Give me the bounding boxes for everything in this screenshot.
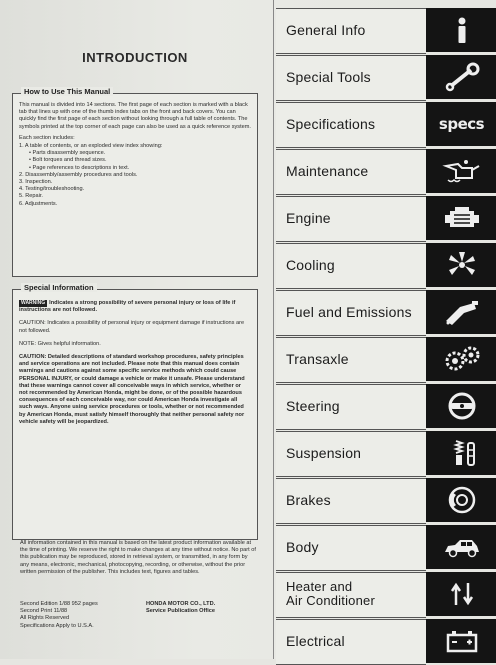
- include-item-2: 2. Disassembly/assembly procedures and tools.: [19, 171, 138, 178]
- tab-label: Special Tools: [286, 69, 371, 85]
- publisher-info: [146, 601, 256, 615]
- tab-body[interactable]: [276, 525, 496, 569]
- special-information-box: [12, 283, 258, 540]
- tab-label: Engine: [286, 210, 331, 226]
- special-information-heading: Special Information: [21, 283, 97, 292]
- tab-transaxle[interactable]: [276, 337, 496, 381]
- heat-cool-arrows-icon: [426, 572, 496, 616]
- tab-label: Cooling: [286, 257, 335, 273]
- warning-paragraph: [19, 300, 251, 314]
- tab-electrical[interactable]: [276, 619, 496, 663]
- tab-label: Specifications: [286, 116, 376, 132]
- tab-label: Electrical: [286, 633, 345, 649]
- tab-steering[interactable]: [276, 384, 496, 428]
- tab-label: [286, 572, 426, 616]
- info-icon: [426, 8, 496, 52]
- copyright-notice: All information contained in this manual is based on the latest product information available at the time of printing. We reserve the right to make changes at any time without notice. No part of this publication may be reproduced, stored in retrieval system, or transmitted, in any form by any means, electronic, mechanical, photocopying, recording, or otherwise, without the prior written permission of the publisher. This includes text, figures and tables.: [20, 540, 256, 575]
- include-item-4: 4. Testing/troubleshooting.: [19, 186, 85, 193]
- brake-disc-icon: [426, 478, 496, 522]
- specs-text-icon: specs: [426, 102, 496, 146]
- introduction-column: [8, 0, 262, 659]
- include-item-5: 5. Repair.: [19, 193, 43, 200]
- caution-detail-paragraph: CAUTION: Detailed descriptions of standard workshop procedures, safety principles and service operations are not included. Please note that this manual does contain warnings and cautions against some specific service methods which could cause PERSONAL INJURY, or could damage a vehicle or make it unsafe. Please understand that these warnings cannot cover all conceivable ways in which service, whether or not recommended by American Honda, might be done, or of the possible hazardous consequences of each conceivable way, nor could American Honda investigate all such ways. Anyone using service procedures or tools, whether or not recommended by American Honda, must satisfy himself thoroughly that neither personal safety nor vehicle safety will be jeopardized.: [19, 354, 245, 425]
- edition-line-4: Specifications Apply to U.S.A.: [20, 622, 94, 629]
- fuel-nozzle-icon: [426, 290, 496, 334]
- tab-label: Fuel and Emissions: [286, 304, 412, 320]
- tab-label: Steering: [286, 398, 340, 414]
- tab-label: Transaxle: [286, 351, 349, 367]
- engine-icon: [426, 196, 496, 240]
- tab-label: General Info: [286, 22, 366, 38]
- how-to-use-heading: How to Use This Manual: [21, 87, 113, 96]
- tab-maintenance[interactable]: [276, 149, 496, 193]
- how-to-use-paragraph: This manual is divided into 14 sections. The first page of each section is marked with a black tab that lines up with one of the thumb index tabs on the front and back covers. You can quickly find the first page of each section without looking through a full table of contents. The symbols printed at the top corner of each page can also be used as a quick reference system.: [19, 102, 251, 130]
- car-body-icon: [426, 525, 496, 569]
- tab-brakes[interactable]: [276, 478, 496, 522]
- tab-label-line-1: Heater and: [286, 579, 353, 594]
- steering-wheel-icon: [426, 384, 496, 428]
- tab-label: Brakes: [286, 492, 331, 508]
- tab-label-line-2: Air Conditioner: [286, 593, 375, 608]
- tab-label: Maintenance: [286, 163, 369, 179]
- edition-info: [20, 601, 140, 630]
- fan-icon: [426, 243, 496, 287]
- tab-special-tools[interactable]: [276, 55, 496, 99]
- wrench-icon: [426, 55, 496, 99]
- include-item-3: 3. Inspection.: [19, 179, 53, 186]
- publisher-name: HONDA MOTOR CO., LTD.: [146, 601, 216, 607]
- caution-paragraph: CAUTION: Indicates a possibility of personal injury or equipment damage if instructions are not followed.: [19, 320, 245, 334]
- tab-label: Suspension: [286, 445, 362, 461]
- tab-suspension[interactable]: [276, 431, 496, 475]
- include-sub-2: • Bolt torques and thread sizes.: [29, 157, 251, 164]
- include-sub-1: • Parts disassembly sequence.: [29, 150, 251, 157]
- oil-can-hand-icon: [426, 149, 496, 193]
- gears-icon: [426, 337, 496, 381]
- include-item-6: 6. Adjustments.: [19, 200, 58, 207]
- note-paragraph: NOTE: Gives helpful information.: [19, 340, 101, 347]
- warning-badge: WARNING: [21, 300, 46, 306]
- shock-absorber-icon: [426, 431, 496, 475]
- tab-cooling[interactable]: [276, 243, 496, 287]
- include-sub-3: • Page references to descriptions in text.: [29, 165, 251, 172]
- include-sublist: [19, 150, 251, 172]
- how-to-use-box: [12, 87, 258, 277]
- include-item-1: 1. A table of contents, or an exploded view index showing:: [19, 143, 163, 150]
- edition-line-3: All Rights Reserved: [20, 615, 70, 622]
- tab-label: Body: [286, 539, 319, 555]
- page-title: INTRODUCTION: [82, 50, 188, 65]
- edition-line-2: Second Print 11/88: [20, 608, 68, 615]
- publisher-office: Service Publication Office: [146, 608, 216, 615]
- tab-fuel-and-emissions[interactable]: [276, 290, 496, 334]
- tab-engine[interactable]: [276, 196, 496, 240]
- thumb-index-tabs: [273, 0, 496, 659]
- tab-general-info[interactable]: [276, 8, 496, 52]
- battery-icon: [426, 619, 496, 663]
- tab-heater-and-air-conditioner[interactable]: [276, 572, 496, 616]
- section-includes-line: Each section includes:: [19, 134, 75, 141]
- edition-line-1: Second Edition 1/88 952 pages: [20, 601, 98, 607]
- tab-specifications[interactable]: [276, 102, 496, 146]
- warning-text: Indicates a strong possibility of severe personal injury or loss of life if instructions are not followed.: [19, 300, 236, 314]
